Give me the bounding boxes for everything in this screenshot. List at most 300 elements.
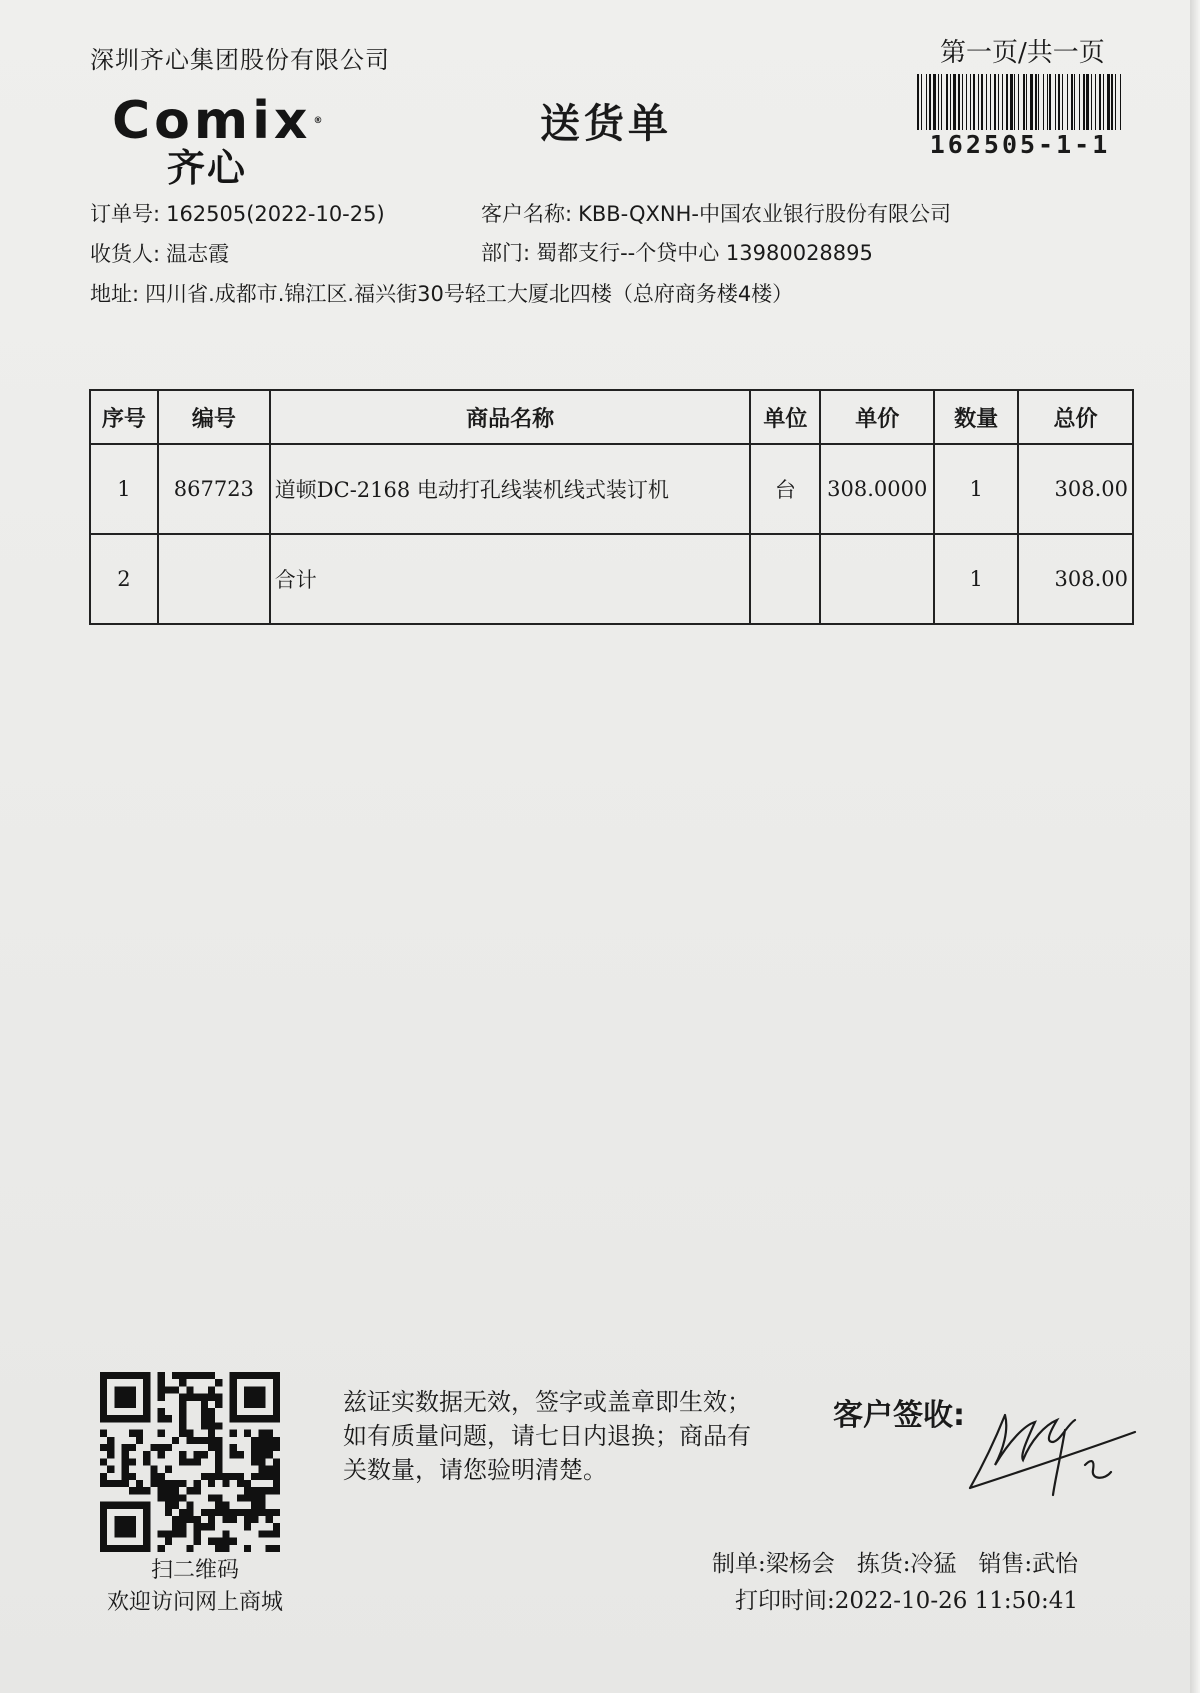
qr-module bbox=[273, 1437, 280, 1444]
qr-module bbox=[215, 1379, 222, 1386]
col-header-qty: 数量 bbox=[934, 390, 1018, 444]
order-number-label: 订单号: bbox=[90, 202, 161, 226]
qr-module bbox=[201, 1422, 208, 1429]
barcode-bar bbox=[953, 74, 956, 130]
qr-module bbox=[273, 1394, 280, 1401]
qr-module bbox=[258, 1437, 265, 1444]
qr-module bbox=[273, 1372, 280, 1379]
barcode-bar bbox=[950, 74, 951, 130]
qr-module bbox=[143, 1401, 150, 1408]
qr-module bbox=[179, 1379, 186, 1386]
qr-module bbox=[100, 1509, 107, 1516]
col-header-code: 编号 bbox=[158, 390, 270, 444]
qr-module bbox=[230, 1430, 237, 1437]
qr-module bbox=[201, 1523, 208, 1530]
qr-module bbox=[230, 1538, 237, 1545]
qr-module bbox=[251, 1437, 258, 1444]
qr-module bbox=[186, 1545, 193, 1552]
qr-module bbox=[143, 1379, 150, 1386]
qr-module bbox=[179, 1372, 186, 1379]
qr-module bbox=[172, 1494, 179, 1501]
qr-module bbox=[100, 1473, 107, 1480]
qr-module bbox=[222, 1473, 229, 1480]
receiver bbox=[90, 238, 229, 268]
qr-module bbox=[186, 1458, 193, 1465]
customer-name-value: KBB-QXNH-中国农业银行股份有限公司 bbox=[578, 202, 952, 226]
qr-module bbox=[230, 1408, 237, 1415]
qr-module bbox=[158, 1415, 165, 1422]
qr-module bbox=[172, 1372, 179, 1379]
table-row bbox=[90, 534, 1133, 624]
qr-module bbox=[208, 1523, 215, 1530]
order-number-value: 162505(2022-10-25) bbox=[166, 202, 385, 226]
qr-module bbox=[107, 1415, 114, 1422]
qr-module bbox=[165, 1466, 172, 1473]
qr-module bbox=[143, 1516, 150, 1523]
qr-module bbox=[194, 1394, 201, 1401]
document-title: 送货单 bbox=[540, 101, 672, 147]
qr-module bbox=[273, 1401, 280, 1408]
cell-index: 1 bbox=[90, 444, 158, 534]
qr-module bbox=[136, 1415, 143, 1422]
qr-module bbox=[186, 1430, 193, 1437]
qr-module bbox=[244, 1480, 251, 1487]
qr-module bbox=[100, 1530, 107, 1537]
qr-module bbox=[273, 1444, 280, 1451]
qr-module bbox=[244, 1509, 251, 1516]
customer-signature-label: 客户签收: bbox=[833, 1398, 965, 1433]
qr-module bbox=[222, 1509, 229, 1516]
qr-module bbox=[258, 1509, 265, 1516]
qr-module bbox=[100, 1401, 107, 1408]
qr-module bbox=[179, 1422, 186, 1429]
qr-module bbox=[244, 1394, 251, 1401]
qr-module bbox=[114, 1523, 121, 1530]
qr-module bbox=[273, 1408, 280, 1415]
qr-module bbox=[114, 1516, 121, 1523]
barcode-bar bbox=[1091, 74, 1092, 130]
cell-price bbox=[820, 534, 934, 624]
qr-module bbox=[222, 1480, 229, 1487]
qr-module bbox=[129, 1502, 136, 1509]
qr-module bbox=[143, 1408, 150, 1415]
qr-module bbox=[100, 1408, 107, 1415]
qr-module bbox=[143, 1451, 150, 1458]
qr-module bbox=[251, 1516, 258, 1523]
qr-module bbox=[201, 1451, 208, 1458]
qr-module bbox=[172, 1386, 179, 1393]
address bbox=[90, 278, 793, 308]
qr-code-image[interactable] bbox=[100, 1372, 280, 1552]
qr-module bbox=[208, 1473, 215, 1480]
qr-module bbox=[107, 1451, 114, 1458]
qr-module bbox=[266, 1372, 273, 1379]
qr-module bbox=[208, 1494, 215, 1501]
qr-module bbox=[273, 1530, 280, 1537]
qr-module bbox=[129, 1386, 136, 1393]
barcode-bar bbox=[1049, 74, 1051, 130]
qr-module bbox=[165, 1386, 172, 1393]
qr-module bbox=[208, 1480, 215, 1487]
qr-module bbox=[266, 1466, 273, 1473]
qr-module bbox=[114, 1480, 121, 1487]
qr-module bbox=[230, 1444, 237, 1451]
qr-module bbox=[129, 1458, 136, 1465]
barcode-bar bbox=[990, 74, 991, 130]
qr-module bbox=[186, 1372, 193, 1379]
qr-module bbox=[179, 1394, 186, 1401]
qr-module bbox=[230, 1379, 237, 1386]
qr-module bbox=[266, 1473, 273, 1480]
qr-module bbox=[179, 1415, 186, 1422]
barcode-bar bbox=[958, 74, 960, 130]
qr-module bbox=[114, 1394, 121, 1401]
qr-module bbox=[222, 1502, 229, 1509]
qr-module bbox=[215, 1545, 222, 1552]
barcode-bar bbox=[1043, 74, 1044, 130]
cell-product: 道顿DC-2168 电动打孔线装机线式装订机 bbox=[270, 444, 751, 534]
qr-module bbox=[258, 1530, 265, 1537]
barcode-bar bbox=[1023, 74, 1025, 130]
barcode-bar bbox=[1002, 74, 1003, 130]
qr-module bbox=[158, 1386, 165, 1393]
qr-module bbox=[100, 1379, 107, 1386]
qr-module bbox=[122, 1502, 129, 1509]
barcode-bar bbox=[981, 74, 983, 130]
qr-module bbox=[273, 1523, 280, 1530]
qr-module bbox=[143, 1509, 150, 1516]
qr-caption-line2: 欢迎访问网上商城 bbox=[106, 1590, 283, 1615]
qr-module bbox=[266, 1545, 273, 1552]
qr-module bbox=[258, 1451, 265, 1458]
barcode-bar bbox=[1107, 74, 1110, 130]
col-header-product: 商品名称 bbox=[270, 390, 751, 444]
qr-module bbox=[251, 1509, 258, 1516]
qr-module bbox=[114, 1401, 121, 1408]
col-header-price: 单价 bbox=[820, 390, 934, 444]
qr-module bbox=[258, 1473, 265, 1480]
qr-module bbox=[158, 1545, 165, 1552]
qr-module bbox=[100, 1545, 107, 1552]
qr-module bbox=[201, 1415, 208, 1422]
qr-module bbox=[215, 1473, 222, 1480]
qr-module bbox=[258, 1401, 265, 1408]
qr-module bbox=[158, 1430, 165, 1437]
company-name: 深圳齐心集团股份有限公司 bbox=[90, 46, 390, 74]
qr-module bbox=[230, 1516, 237, 1523]
qr-module bbox=[273, 1458, 280, 1465]
qr-module bbox=[273, 1545, 280, 1552]
qr-module bbox=[258, 1372, 265, 1379]
qr-module bbox=[179, 1408, 186, 1415]
qr-module bbox=[100, 1386, 107, 1393]
qr-module bbox=[150, 1466, 157, 1473]
qr-module bbox=[107, 1545, 114, 1552]
logo-text-zh: 齐心 bbox=[167, 146, 248, 190]
logo-text-en: Comix bbox=[112, 91, 312, 151]
qr-module bbox=[251, 1401, 258, 1408]
qr-module bbox=[150, 1444, 157, 1451]
qr-module bbox=[158, 1487, 165, 1494]
qr-module bbox=[100, 1502, 107, 1509]
barcode-bar bbox=[946, 74, 948, 130]
qr-module bbox=[244, 1401, 251, 1408]
barcode-bar bbox=[1062, 74, 1063, 130]
qr-module bbox=[136, 1437, 143, 1444]
barcode-bar bbox=[1115, 74, 1116, 130]
qr-module bbox=[186, 1502, 193, 1509]
qr-module bbox=[129, 1523, 136, 1530]
qr-module bbox=[122, 1451, 129, 1458]
qr-module bbox=[208, 1372, 215, 1379]
qr-module bbox=[222, 1516, 229, 1523]
qr-module bbox=[165, 1480, 172, 1487]
col-header-index: 序号 bbox=[90, 390, 158, 444]
qr-module bbox=[158, 1444, 165, 1451]
qr-module bbox=[230, 1401, 237, 1408]
qr-module bbox=[266, 1530, 273, 1537]
qr-module bbox=[237, 1415, 244, 1422]
qr-module bbox=[244, 1545, 251, 1552]
barcode-bar bbox=[1079, 74, 1080, 130]
qr-module bbox=[258, 1466, 265, 1473]
qr-module bbox=[244, 1487, 251, 1494]
qr-module bbox=[129, 1394, 136, 1401]
qr-module bbox=[237, 1372, 244, 1379]
receiver-value: 温志霞 bbox=[166, 242, 230, 266]
qr-module bbox=[208, 1430, 215, 1437]
barcode-bar bbox=[1058, 74, 1060, 130]
qr-module bbox=[251, 1473, 258, 1480]
qr-module bbox=[100, 1480, 107, 1487]
qr-module bbox=[158, 1372, 165, 1379]
qr-module bbox=[107, 1466, 114, 1473]
qr-module bbox=[122, 1444, 129, 1451]
barcode-bar bbox=[973, 74, 975, 130]
qr-module bbox=[208, 1386, 215, 1393]
qr-module bbox=[172, 1487, 179, 1494]
qr-module bbox=[129, 1545, 136, 1552]
barcode-bar bbox=[1010, 74, 1013, 130]
barcode-bar bbox=[1071, 74, 1073, 130]
qr-module bbox=[251, 1451, 258, 1458]
qr-module bbox=[122, 1530, 129, 1537]
qr-module bbox=[158, 1408, 165, 1415]
qr-module bbox=[122, 1473, 129, 1480]
qr-module bbox=[136, 1502, 143, 1509]
qr-module bbox=[215, 1502, 222, 1509]
qr-module bbox=[244, 1386, 251, 1393]
qr-module bbox=[222, 1545, 229, 1552]
qr-module bbox=[143, 1458, 150, 1465]
barcode-bar bbox=[926, 74, 927, 130]
qr-caption bbox=[80, 1555, 310, 1619]
qr-module bbox=[158, 1494, 165, 1501]
qr-module bbox=[273, 1379, 280, 1386]
qr-module bbox=[165, 1538, 172, 1545]
qr-module bbox=[215, 1401, 222, 1408]
qr-module bbox=[237, 1494, 244, 1501]
table-header-row bbox=[90, 390, 1133, 444]
qr-module bbox=[230, 1415, 237, 1422]
cell-code: 867723 bbox=[158, 444, 270, 534]
barcode-bar bbox=[1103, 74, 1104, 130]
qr-module bbox=[129, 1487, 136, 1494]
qr-module bbox=[107, 1437, 114, 1444]
qr-module bbox=[165, 1509, 172, 1516]
qr-module bbox=[244, 1523, 251, 1530]
qr-module bbox=[230, 1451, 237, 1458]
qr-module bbox=[122, 1415, 129, 1422]
qr-module bbox=[251, 1502, 258, 1509]
qr-module bbox=[266, 1509, 273, 1516]
qr-module bbox=[172, 1480, 179, 1487]
qr-module bbox=[215, 1509, 222, 1516]
qr-module bbox=[186, 1394, 193, 1401]
qr-module bbox=[208, 1394, 215, 1401]
qr-module bbox=[100, 1394, 107, 1401]
made-by: 制单:梁杨会 bbox=[712, 1551, 835, 1577]
barcode-bar bbox=[1035, 74, 1037, 130]
qr-module bbox=[266, 1437, 273, 1444]
qr-module bbox=[122, 1466, 129, 1473]
receiver-label: 收货人: bbox=[90, 242, 161, 266]
qr-module bbox=[165, 1530, 172, 1537]
qr-module bbox=[194, 1458, 201, 1465]
cell-index: 2 bbox=[90, 534, 158, 624]
validity-notice: 兹证实数据无效，签字或盖章即生效；如有质量问题，请七日内退换；商品有关数量，请您验明清楚。 bbox=[343, 1388, 751, 1484]
qr-module bbox=[215, 1394, 222, 1401]
qr-module bbox=[186, 1509, 193, 1516]
qr-module bbox=[215, 1437, 222, 1444]
qr-module bbox=[273, 1487, 280, 1494]
qr-module bbox=[273, 1509, 280, 1516]
qr-module bbox=[179, 1494, 186, 1501]
qr-module bbox=[179, 1430, 186, 1437]
qr-module bbox=[114, 1386, 121, 1393]
qr-module bbox=[208, 1415, 215, 1422]
qr-module bbox=[122, 1458, 129, 1465]
barcode-bar bbox=[933, 74, 936, 130]
barcode-bar bbox=[1038, 74, 1039, 130]
barcode-bar bbox=[978, 74, 979, 130]
customer-name bbox=[481, 198, 951, 228]
barcode-bar bbox=[994, 74, 996, 130]
qr-module bbox=[158, 1451, 165, 1458]
barcode-bar bbox=[1086, 74, 1089, 130]
qr-module bbox=[201, 1394, 208, 1401]
qr-module bbox=[150, 1473, 157, 1480]
qr-module bbox=[273, 1415, 280, 1422]
picker: 拣货:冷猛 bbox=[856, 1551, 957, 1577]
qr-module bbox=[158, 1473, 165, 1480]
qr-module bbox=[143, 1545, 150, 1552]
qr-module bbox=[129, 1372, 136, 1379]
qr-module bbox=[100, 1516, 107, 1523]
qr-module bbox=[244, 1494, 251, 1501]
address-label: 地址: bbox=[90, 282, 140, 306]
barcode-bar bbox=[1099, 74, 1101, 130]
barcode-bar bbox=[1055, 74, 1056, 130]
qr-module bbox=[237, 1473, 244, 1480]
qr-module bbox=[194, 1523, 201, 1530]
qr-module bbox=[186, 1386, 193, 1393]
qr-module bbox=[201, 1408, 208, 1415]
comix-logo: Comix ® 齐心 bbox=[112, 95, 342, 190]
barcode-bar bbox=[1030, 74, 1033, 130]
qr-module bbox=[208, 1509, 215, 1516]
qr-module bbox=[215, 1466, 222, 1473]
barcode-bar bbox=[1026, 74, 1027, 130]
qr-module bbox=[215, 1422, 222, 1429]
qr-module bbox=[122, 1386, 129, 1393]
qr-module bbox=[251, 1494, 258, 1501]
qr-module bbox=[143, 1394, 150, 1401]
qr-module bbox=[201, 1509, 208, 1516]
qr-module bbox=[129, 1430, 136, 1437]
qr-module bbox=[114, 1415, 121, 1422]
qr-module bbox=[179, 1451, 186, 1458]
print-time: 打印时间:2022-10-26 11:50:41 bbox=[735, 1588, 1078, 1614]
cell-total: 308.00 bbox=[1018, 444, 1133, 534]
paper-edge bbox=[1190, 0, 1200, 1693]
qr-module bbox=[201, 1437, 208, 1444]
qr-module bbox=[100, 1415, 107, 1422]
qr-module bbox=[266, 1430, 273, 1437]
qr-module bbox=[237, 1451, 244, 1458]
qr-module bbox=[100, 1458, 107, 1465]
qr-module bbox=[179, 1401, 186, 1408]
qr-module bbox=[129, 1444, 136, 1451]
qr-module bbox=[215, 1451, 222, 1458]
qr-module bbox=[129, 1516, 136, 1523]
qr-module bbox=[237, 1509, 244, 1516]
address-value: 四川省.成都市.锦江区.福兴街30号轻工大厦北四楼（总府商务楼4楼） bbox=[145, 282, 794, 306]
qr-module bbox=[107, 1444, 114, 1451]
table-row bbox=[90, 444, 1133, 534]
qr-module bbox=[251, 1487, 258, 1494]
barcode-bar bbox=[986, 74, 987, 130]
qr-module bbox=[179, 1509, 186, 1516]
cell-product: 合计 bbox=[270, 534, 751, 624]
qr-module bbox=[143, 1530, 150, 1537]
qr-module bbox=[158, 1394, 165, 1401]
qr-caption-line1: 扫二维码 bbox=[150, 1558, 239, 1583]
col-header-total: 总价 bbox=[1018, 390, 1133, 444]
qr-module bbox=[244, 1430, 251, 1437]
page-info: 第一页/共一页 bbox=[940, 38, 1105, 68]
qr-module bbox=[114, 1372, 121, 1379]
qr-module bbox=[179, 1516, 186, 1523]
qr-module bbox=[194, 1480, 201, 1487]
cell-unit bbox=[750, 534, 820, 624]
qr-module bbox=[136, 1545, 143, 1552]
qr-module bbox=[107, 1480, 114, 1487]
qr-module bbox=[273, 1473, 280, 1480]
qr-module bbox=[258, 1386, 265, 1393]
goods-table bbox=[89, 389, 1134, 625]
qr-module bbox=[136, 1430, 143, 1437]
qr-module bbox=[179, 1458, 186, 1465]
qr-module bbox=[258, 1415, 265, 1422]
barcode-bar bbox=[1067, 74, 1068, 130]
qr-module bbox=[251, 1415, 258, 1422]
qr-module bbox=[165, 1494, 172, 1501]
cell-qty: 1 bbox=[934, 444, 1018, 534]
qr-module bbox=[143, 1415, 150, 1422]
qr-module bbox=[165, 1487, 172, 1494]
qr-module bbox=[136, 1480, 143, 1487]
